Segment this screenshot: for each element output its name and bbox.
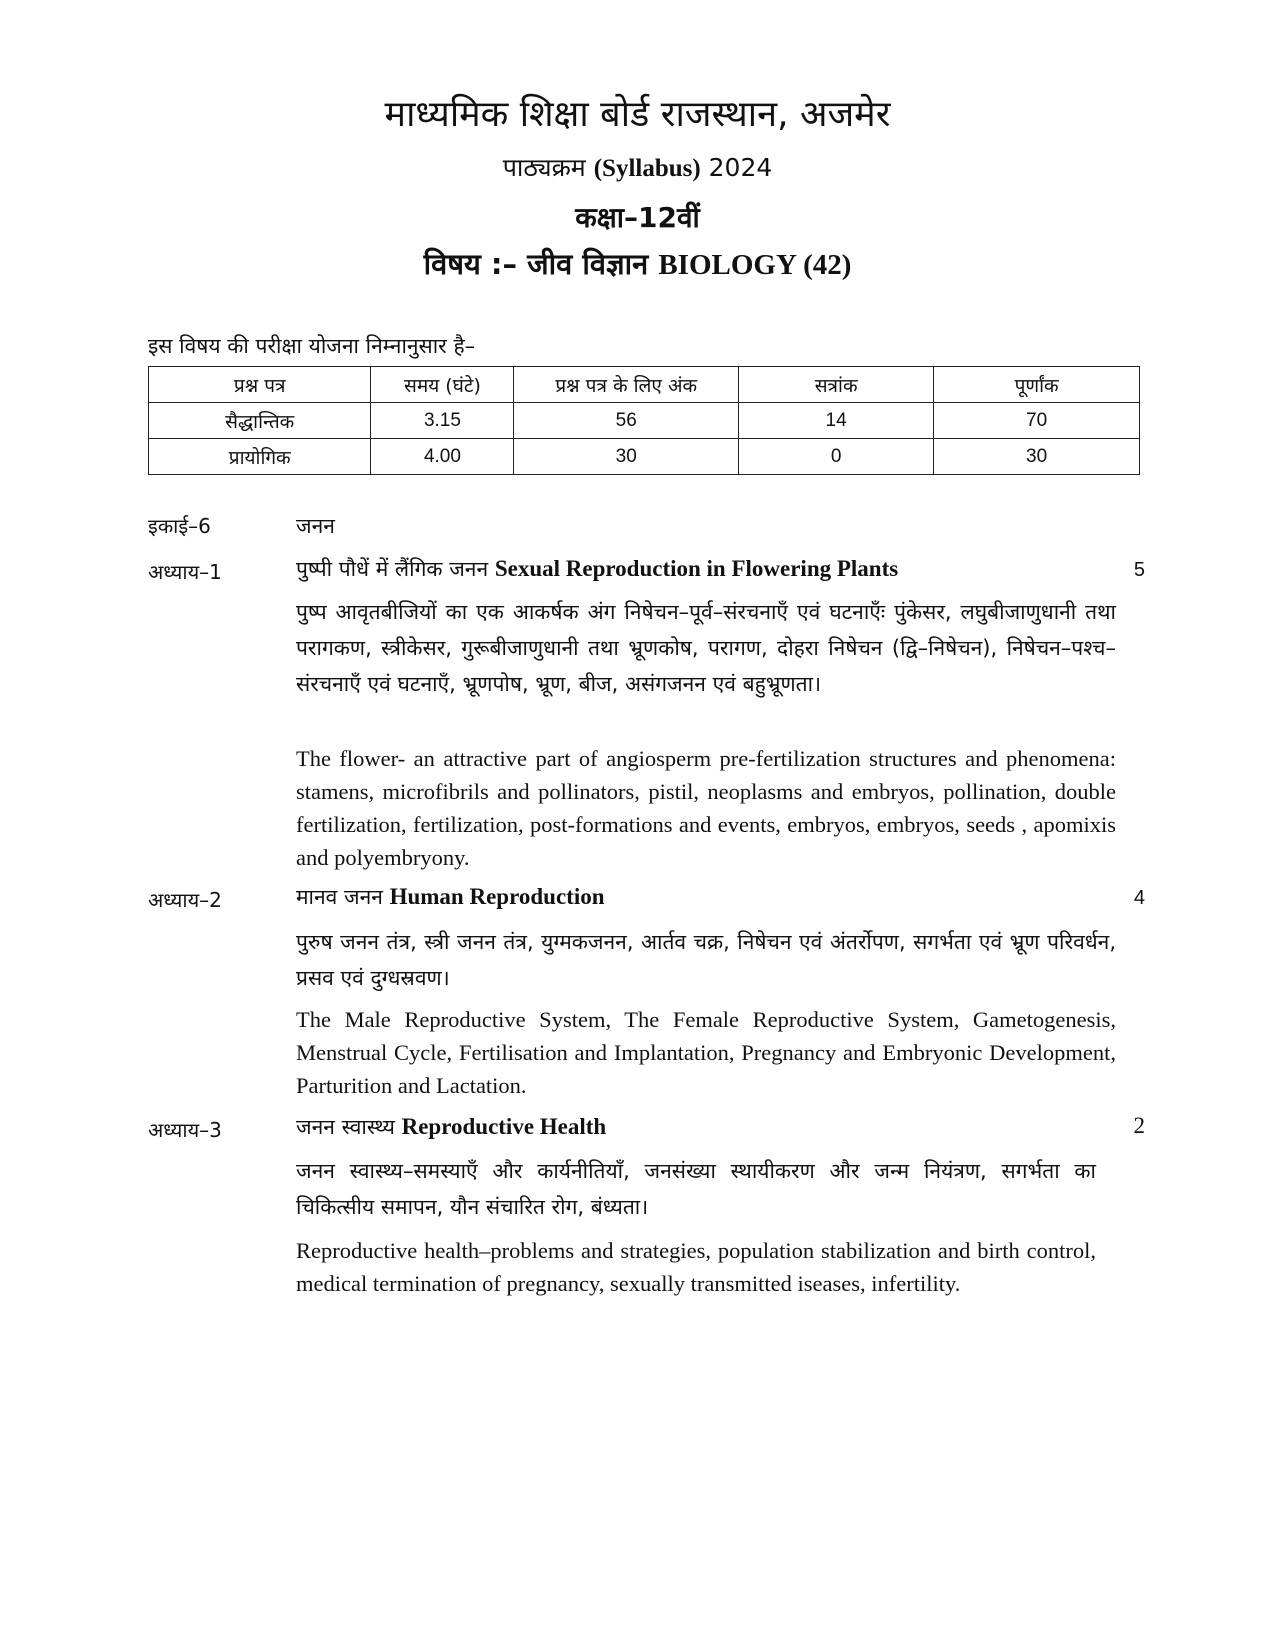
table-cell: 56 [514,403,739,439]
chapter-3-title [296,1113,606,1141]
class-heading: कक्षा–12वीं [575,201,700,234]
chapter-1-title-en: Sexual Reproduction in Flowering Plants [494,556,899,581]
subject-heading [0,244,1275,283]
unit-label: इकाई–6 [148,514,211,538]
table-header-row [149,367,1140,403]
col-header-total: पूर्णांक [934,367,1140,403]
chapter-2-text-hi: पुरुष जनन तंत्र, स्त्री जनन तंत्र, युग्मकजनन, आर्तव चक्र, निषेचन एवं अंतर्रोपण, सगर्भता एवं भ्रूण परिवर्धन, प्रसव एवं दुग्धस्रवण। [296,930,1116,990]
chapter-3-title-hi: जनन स्वास्थ्य [296,1115,395,1139]
chapter-1-label: अध्याय–1 [148,560,222,584]
chapter-3-text-en: Reproductive health–problems and strategies, population stabilization and birth control, medical termination of pregnancy, sexually transmitted iseases, infertility. [296,1238,1096,1296]
table-cell: प्रायोगिक [149,439,371,475]
chapter-3-text-hi: जनन स्वास्थ्य–समस्याएँ और कार्यनीतियाँ, जनसंख्या स्थायीकरण और जन्म नियंत्रण, सगर्भता का चिकित्सीय समापन, यौन संचारित रोग, बंध्यता। [296,1159,1096,1219]
table-cell: 14 [738,403,933,439]
syllabus-heading [0,150,1275,184]
col-header-paper: प्रश्न पत्र [149,367,371,403]
chapter-1-text-en: The flower- an attractive part of angiosperm pre-fertilization structures and phenomena: stamens, microfibrils and pollinators, pistil, neoplasms and embryos, pollination, double fertilization, fertilization, post-formations and events, embryos, embryos, seeds , apomixis and polyembryony. [296,746,1116,870]
col-header-time: समय (घंटे) [371,367,514,403]
exam-scheme-table [148,366,1140,475]
chapter-3-title-en: Reproductive Health [401,1114,607,1139]
chapter-1-marks: 5 [1133,559,1145,581]
subject-en: BIOLOGY (42) [658,249,852,281]
chapter-3-label: अध्याय–3 [148,1118,222,1142]
table-cell: 30 [514,439,739,475]
table-row [149,403,1140,439]
syllabus-year: 2024 [708,153,773,182]
col-header-paper-marks: प्रश्न पत्र के लिए अंक [514,367,739,403]
chapter-2-label: अध्याय–2 [148,888,222,912]
table-cell: 30 [934,439,1140,475]
table-cell: 0 [738,439,933,475]
col-header-sessional: सत्रांक [738,367,933,403]
table-cell: 3.15 [371,403,514,439]
subject-hi: विषय :– जीव विज्ञान [423,247,649,281]
unit-title: जनन [296,514,335,538]
chapter-2-title [296,883,605,911]
chapter-1-title [296,555,898,583]
table-cell: 4.00 [371,439,514,475]
chapter-1-title-hi: पुष्पी पौधें में लैंगिक जनन [296,557,489,581]
syllabus-hi: पाठ्यक्रम [502,153,586,182]
table-cell: 70 [934,403,1140,439]
chapter-1-text-hi: पुष्प आवृतबीजियों का एक आकर्षक अंग निषेचन–पूर्व–संरचनाएँ एवं घटनाएँः पुंकेसर, लघुबीजाणुधानी तथा परागकण, स्त्रीकेसर, गुरूबीजाणुधानी तथा भ्रूणकोष, परागण, दोहरा निषेचन (द्वि–निषेचन), निषेचन–पश्च–संरचनाएँ एवं घटनाएँ, भ्रूणपोष, भ्रूण, बीज, असंगजनन एवं बहुभ्रूणता। [296,600,1116,696]
chapter-3-marks: 2 [1133,1113,1145,1138]
chapter-2-text-en: The Male Reproductive System, The Female Reproductive System, Gametogenesis, Menstrual Cycle, Fertilisation and Implantation, Pregnancy and Embryonic Development, Parturition and Lactation. [296,1007,1116,1098]
table-row [149,439,1140,475]
exam-scheme-intro: इस विषय की परीक्षा योजना निम्नानुसार है– [148,334,476,358]
chapter-2-marks: 4 [1133,887,1145,909]
table-cell: सैद्धान्तिक [149,403,371,439]
chapter-2-title-en: Human Reproduction [389,884,605,909]
syllabus-en: (Syllabus) [593,155,701,182]
chapter-2-title-hi: मानव जनन [296,885,383,909]
board-title: माध्यमिक शिक्षा बोर्ड राजस्थान, अजमेर [384,94,891,135]
